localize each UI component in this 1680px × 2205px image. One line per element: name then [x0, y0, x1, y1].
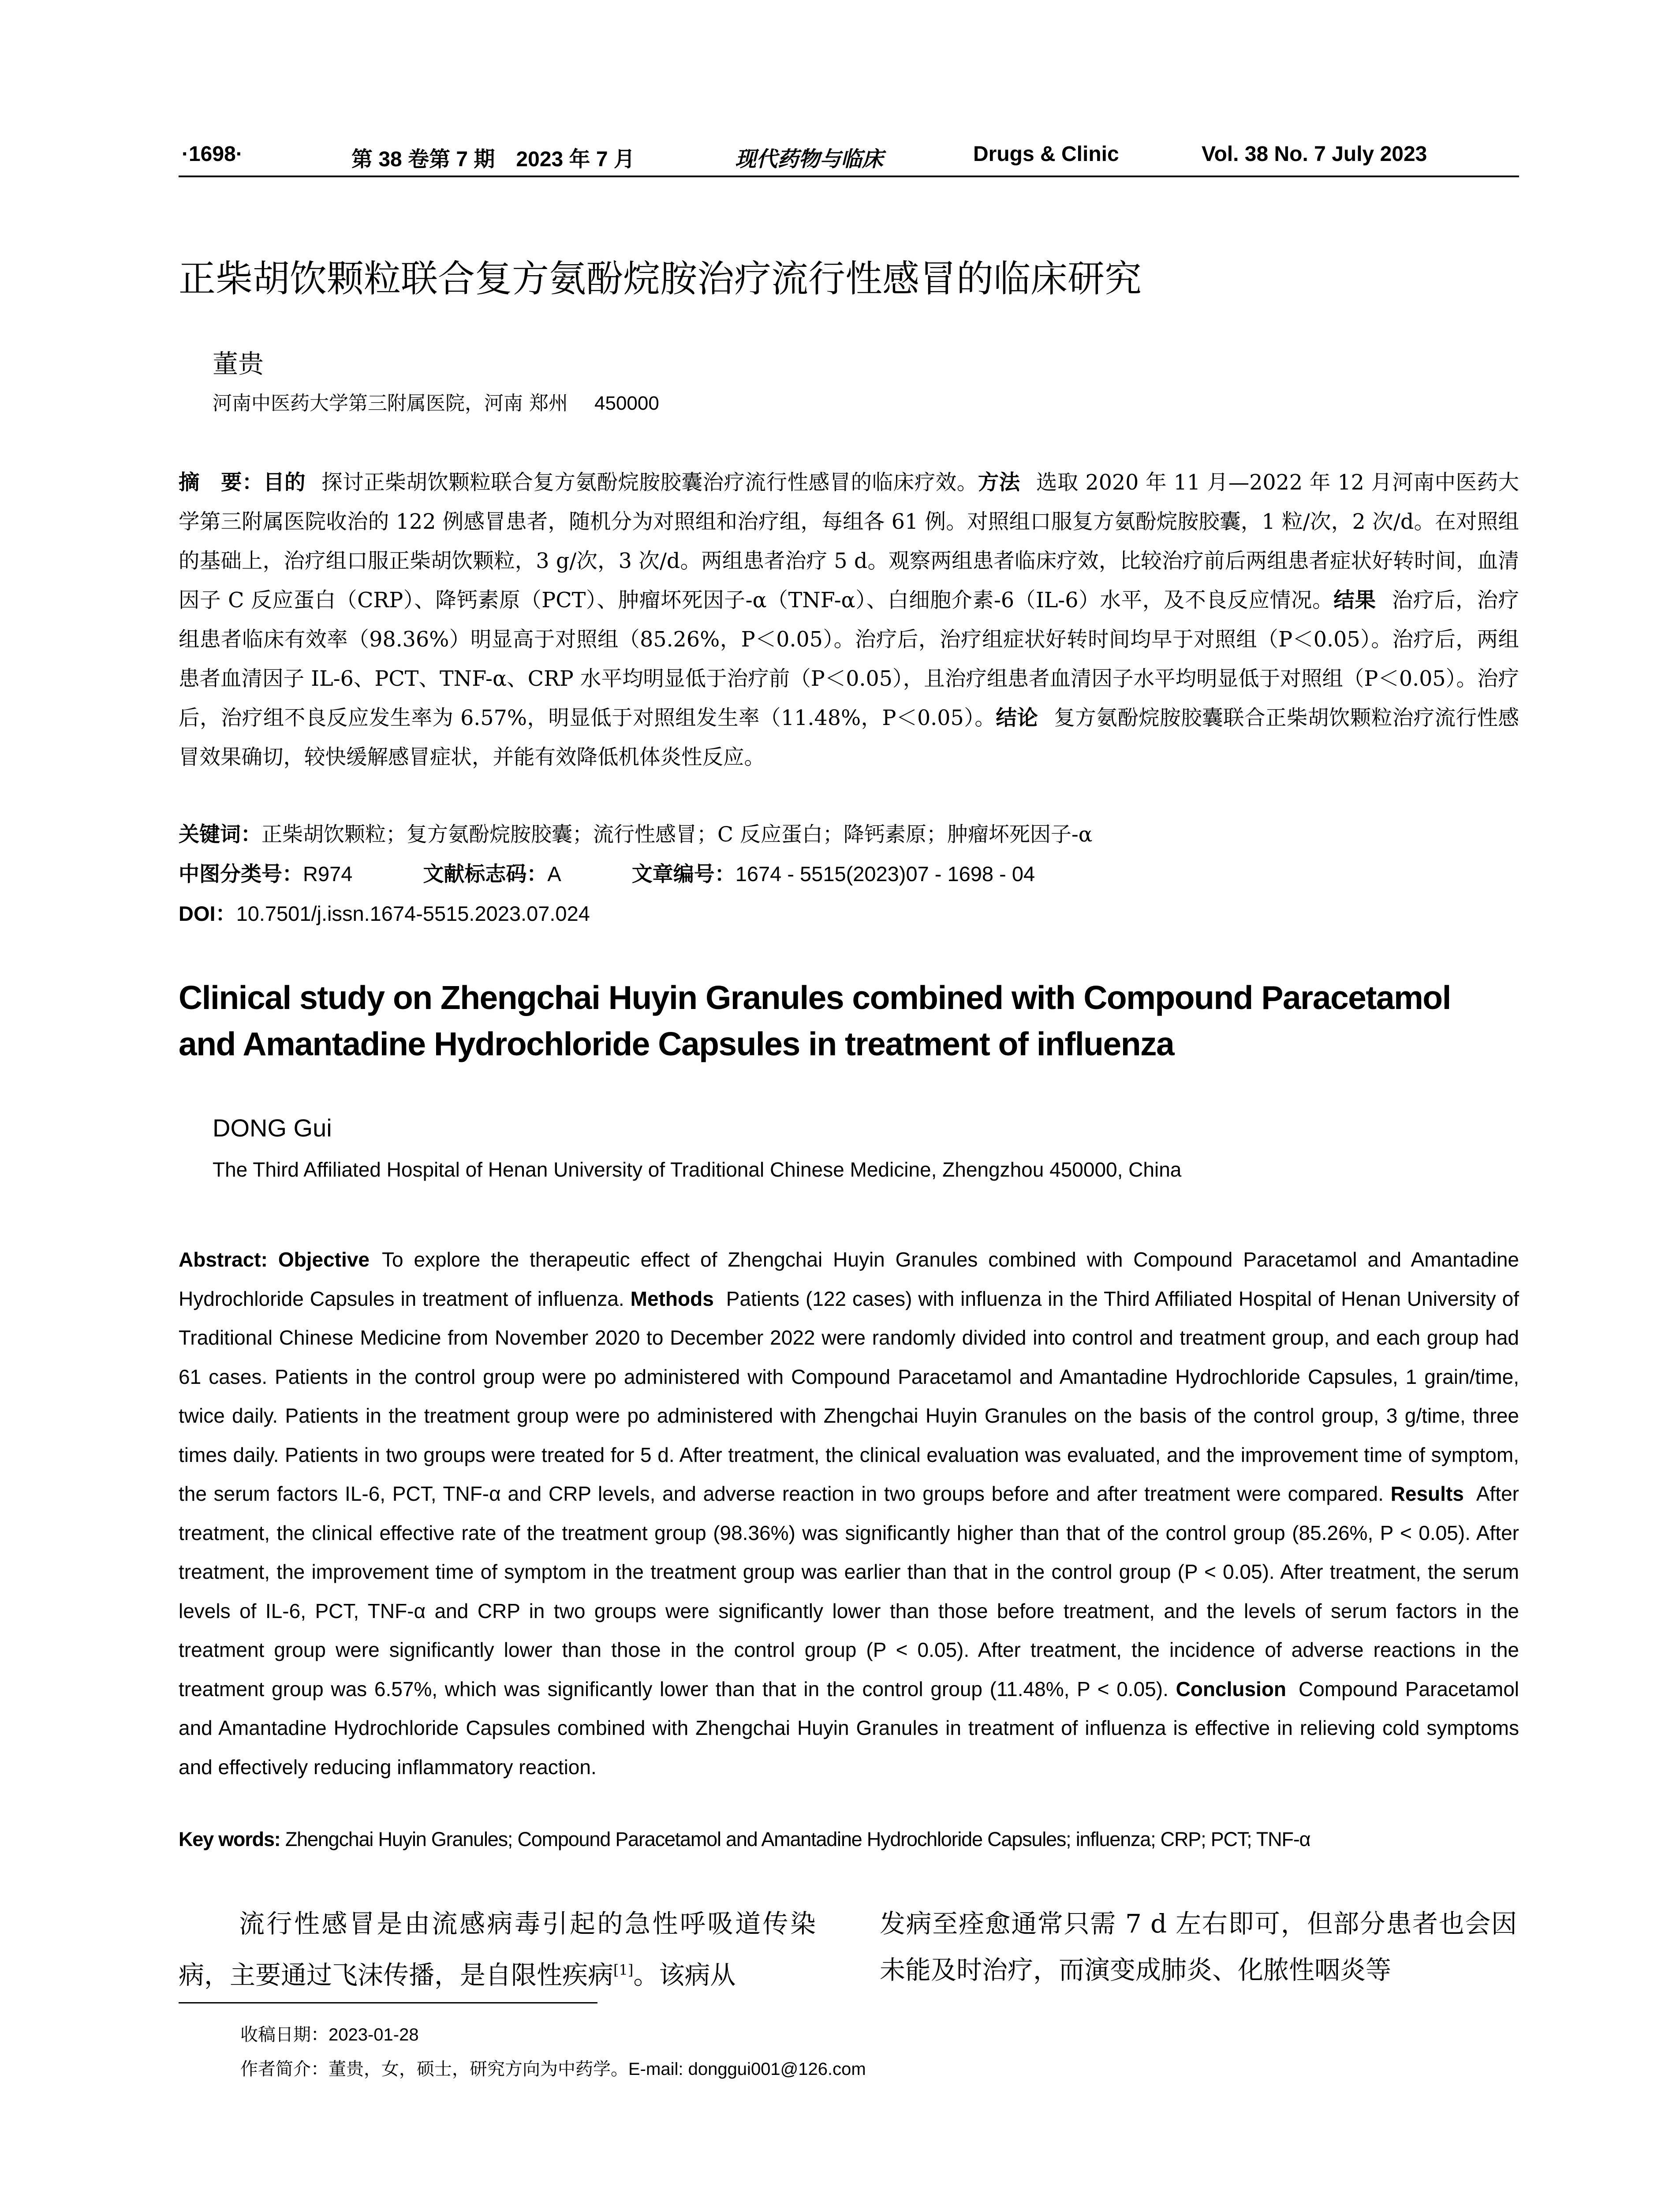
conclusion-cn: 复方氨酚烷胺胶囊联合正柴胡饮颗粒治疗流行性感冒效果确切，较快缓解感冒症状，并能有效降低机体炎性反应。 [179, 706, 1519, 770]
article-no-label: 文章编号： [631, 862, 735, 886]
author-info-label: 作者简介： [240, 2059, 329, 2079]
keywords-en-text: Zhengchai Huyin Granules; Compound Paracetamol and Amantadine Hydrochloride Capsules; influenza; CRP; PCT; TNF-α [285, 1828, 1310, 1850]
methods-en: Patients (122 cases) with influenza in the Third Affiliated Hospital of Henan University of Traditional Chinese Medicine from November 2020 to December 2022 were randomly divided into control and treatment group, and each group had 61 cases. Patients in the control group were po administered with Compound Paracetamol and Amantadine Hydrochloride Capsules, 1 grain/time, twice daily. Patients in the treatment group were po administered with Zhengchai Huyin Granules on the basis of the control group, 3 g/time, three times daily. Patients in two groups were treated for 5 d. After treatment, the clinical evaluation was evaluated, and the improvement time of symptom, the serum factors IL-6, PCT, TNF-α and CRP levels, and adverse reaction in two groups before and after treatment were compared. [179, 1287, 1519, 1505]
author-cn: 董贵 [213, 349, 264, 379]
title-en [179, 975, 1528, 1067]
doi-label: DOI： [179, 902, 236, 925]
clc-value: R974 [303, 862, 353, 886]
keywords-cn-text: 正柴胡饮颗粒；复方氨酚烷胺胶囊；流行性感冒；C 反应蛋白；降钙素原；肿瘤坏死因子-α [261, 822, 1093, 847]
abstract-en [179, 1240, 1519, 1786]
footnote-rule [179, 2002, 597, 2003]
citation-ref[interactable]: [1] [613, 1962, 634, 1978]
conclusion-label-cn: 结论 [996, 706, 1038, 730]
title-en-line2: and Amantadine Hydrochloride Capsules in treatment of influenza [179, 1025, 1174, 1062]
running-header [182, 142, 1517, 171]
objective-en: To explore the therapeutic effect of Zhengchai Huyin Granules combined with Compound Paracetamol and Amantadine Hydrochloride Capsules in treatment of influenza. [179, 1248, 1519, 1310]
conclusion-label-en: Conclusion [1176, 1677, 1287, 1700]
results-en: After treatment, the clinical effective rate of the treatment group (98.36%) was significantly higher than that of the control group (85.26%, P < 0.05). After treatment, the improvement time of symptom in the treatment group was earlier than that in the control group (P < 0.05). After treatment, the serum levels of IL-6, PCT, TNF-α and CRP in two groups were significantly lower than those before treatment, and the levels of serum factors in the treatment group were significantly lower than those in the control group (P < 0.05). After treatment, the incidence of adverse reactions in the treatment group was 6.57%, which was significantly lower than that in the control group (11.48%, P < 0.05). [179, 1482, 1519, 1700]
body-column-left [179, 1901, 816, 1998]
body-right-text: 发病至痊愈通常只需 7 d 左右即可，但部分患者也会因未能及时治疗，而演变成肺炎、化脓性咽炎等 [880, 1909, 1517, 1985]
abstract-cn-label: 摘 要： [179, 471, 264, 494]
author-info: 董贵，女，硕士，研究方向为中药学。 [329, 2059, 628, 2079]
postcode: 450000 [594, 392, 659, 414]
body-left-tail: 。该病从 [633, 1960, 736, 1990]
conclusion-en: Compound Paracetamol and Amantadine Hydrochloride Capsules combined with Zhengchai Huyin Granules in treatment of influenza is effective in relieving cold symptoms and effectively reducing inflammatory reaction. [179, 1677, 1519, 1779]
page-number: ·1698· [182, 142, 243, 166]
abstract-cn [179, 463, 1519, 777]
affiliation-en: The Third Affiliated Hospital of Henan University of Traditional Chinese Medicine, Zhengzhou 450000, China [213, 1158, 1182, 1181]
results-label-cn: 结果 [1333, 589, 1376, 612]
footnote-received [240, 2021, 419, 2046]
doi-line [179, 897, 590, 927]
doc-code-label: 文献标志码： [423, 862, 548, 886]
volume-issue-cn: 第 38 卷第 7 期 2023 年 7 月 [351, 148, 635, 171]
journal-name-cn: 现代药物与临床 [735, 147, 884, 172]
keywords-cn [179, 818, 1093, 848]
journal-name-en: Drugs & Clinic [973, 142, 1119, 166]
classification-line [179, 858, 1035, 887]
affiliation-cn [213, 387, 659, 415]
keywords-en [179, 1828, 1546, 1851]
keywords-en-label: Key words: [179, 1828, 280, 1850]
title-cn: 正柴胡饮颗粒联合复方氨酚烷胺治疗流行性感冒的临床研究 [179, 257, 1142, 300]
clc-label: 中图分类号： [179, 862, 303, 886]
objective-label-en: Objective [278, 1248, 370, 1271]
abstract-en-label: Abstract: [179, 1248, 268, 1271]
objective-label-cn: 目的 [263, 471, 306, 494]
article-no-value: 1674 - 5515(2023)07 - 1698 - 04 [735, 862, 1035, 886]
received-date: 2023-01-28 [329, 2025, 419, 2044]
body-left-text: 流行性感冒是由流感病毒引起的急性呼吸道传染病，主要通过飞沫传播，是自限性疾病 [179, 1909, 816, 1990]
header-rule [179, 176, 1519, 177]
email-label: E-mail: [628, 2059, 688, 2079]
body-column-right [880, 1901, 1517, 1993]
doi-link[interactable]: 10.7501/j.issn.1674-5515.2023.07.024 [236, 902, 590, 925]
author-en: DONG Gui [213, 1114, 332, 1142]
doc-code-value: A [547, 862, 561, 886]
received-label: 收稿日期： [240, 2025, 329, 2045]
footnote-author [240, 2055, 866, 2080]
methods-label-en: Methods [630, 1287, 714, 1310]
affiliation-cn-text: 河南中医药大学第三附属医院，河南 郑州 [213, 392, 568, 415]
results-cn: 治疗后，治疗组患者临床有效率（98.36%）明显高于对照组（85.26%，P＜0.05）。治疗后，治疗组症状好转时间均早于对照组（P＜0.05）。治疗后，两组患者血清因子 IL-6、PCT、TNF-α、CRP 水平均明显低于治疗前（P＜0.05），且治疗组患者血清因子水平均明显低于对照组（P＜0.05）。治疗后，治疗组不良反应发生率为 6.57%，明显低于对照组发生率（11.48%，P＜0.05）。 [179, 588, 1519, 730]
title-en-line1: Clinical study on Zhengchai Huyin Granules combined with Compound Paracetamol [179, 979, 1451, 1016]
results-label-en: Results [1390, 1482, 1464, 1505]
objective-cn: 探讨正柴胡饮颗粒联合复方氨酚烷胺胶囊治疗流行性感冒的临床疗效。 [321, 471, 978, 495]
keywords-cn-label: 关键词： [179, 822, 261, 846]
methods-label-cn: 方法 [978, 471, 1020, 494]
volume-issue-en: Vol. 38 No. 7 July 2023 [1202, 142, 1427, 166]
methods-cn: 选取 2020 年 11 月—2022 年 12 月河南中医药大学第三附属医院收治的 122 例感冒患者，随机分为对照组和治疗组，每组各 61 例。对照组口服复方氨酚烷胺胶囊，1 粒/次，2 次/d。在对照组的基础上，治疗组口服正柴胡饮颗粒，3 g/次，3 次/d。两组患者治疗 5 d。观察两组患者临床疗效，比较治疗前后两组患者症状好转时间，血清因子 C 反应蛋白（CRP）、降钙素原（PCT）、肿瘤坏死因子-α（TNF-α）、白细胞介素-6（IL-6）水平，及不良反应情况。 [179, 471, 1519, 613]
email-link[interactable]: donggui001@126.com [688, 2059, 866, 2079]
